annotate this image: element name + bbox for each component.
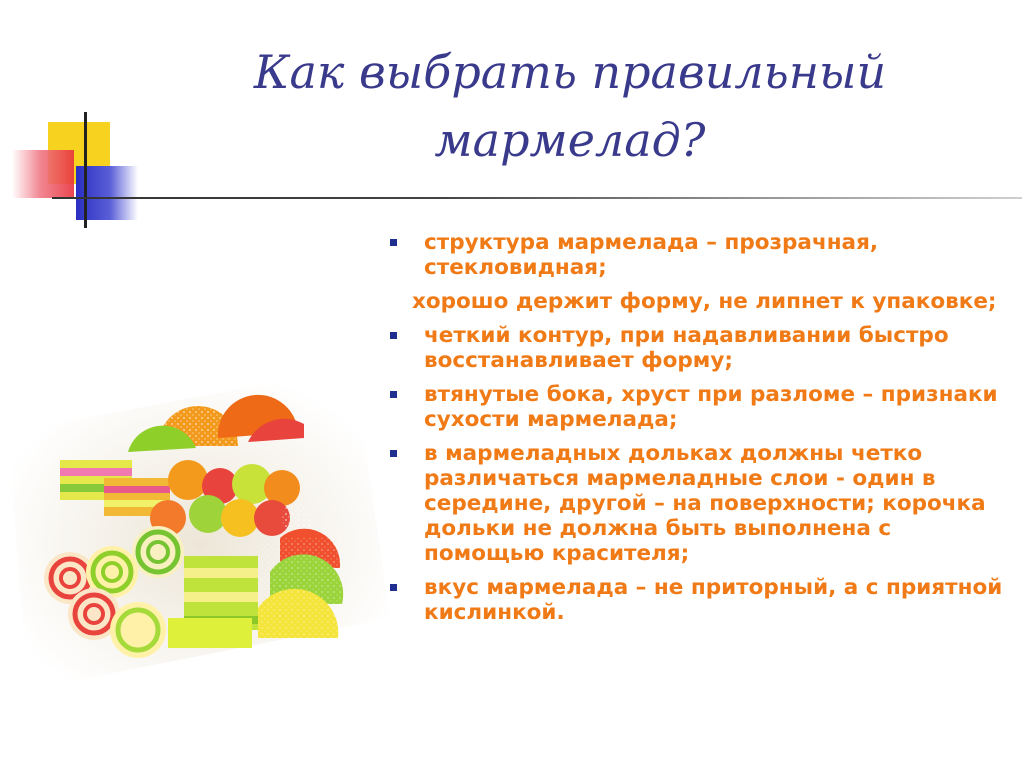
bullet-list — [386, 230, 1016, 634]
bullet-text: вкус мармелада – не приторный, а с приятной кислинкой. — [424, 575, 1003, 625]
bullet-text: хорошо держит форму, не липнет к упаковке; — [412, 289, 997, 314]
marmalade-candies-photo — [8, 368, 390, 690]
bullet-text: в мармеладных дольках должны четко различаться мармеладные слои - один в середине, другой – на поверхности; корочка дольки не должна быть выполнена с помощью красителя; — [424, 441, 986, 566]
bullet-text: структура мармелада – прозрачная, стекловидная; — [424, 230, 879, 280]
square-bullet-icon — [390, 332, 397, 339]
bullet-item — [386, 575, 1016, 625]
square-bullet-icon — [390, 584, 397, 591]
decor-vertical-line — [84, 112, 87, 228]
square-bullet-icon — [390, 391, 397, 398]
bullet-text: четкий контур, при надавливании быстро восстанавливает форму; — [424, 323, 949, 373]
slide-title — [190, 38, 950, 174]
title-divider-line — [52, 197, 1022, 199]
bullet-item — [386, 230, 1016, 280]
bullet-item — [386, 382, 1016, 432]
bullet-item — [386, 323, 1016, 373]
decor-red-square — [12, 150, 74, 198]
square-bullet-icon — [390, 239, 397, 246]
bullet-text: втянутые бока, хруст при разломе – признаки сухости мармелада; — [424, 382, 998, 432]
bullet-item — [386, 441, 1016, 566]
square-bullet-icon — [390, 450, 397, 457]
bullet-item-continuation — [386, 289, 1016, 314]
slide-title-line-1: Как выбрать правильный — [253, 45, 887, 99]
slide-title-line-2: мармелад? — [434, 113, 706, 167]
